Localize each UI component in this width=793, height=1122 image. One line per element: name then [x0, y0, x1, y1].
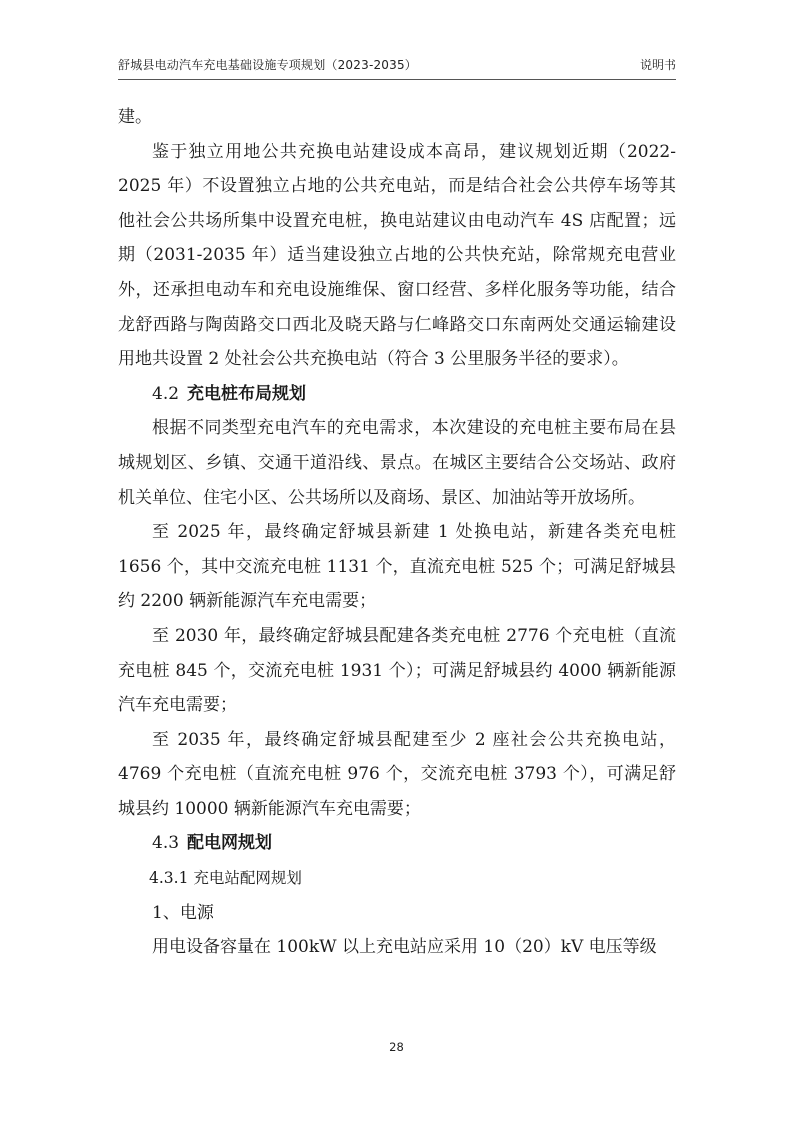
subsection-heading-4-3-1: 4.3.1 充电站配网规划 [149, 869, 302, 888]
section-number: 4.3 [152, 833, 180, 854]
section-title: 配电网规划 [187, 833, 273, 854]
page-content [118, 100, 676, 965]
paragraph: 根据不同类型充电汽车的充电需求，本次建设的充电桩主要布局在县城规划区、乡镇、交通干道沿线、景点。在城区主要结合公交场站、政府机关单位、住宅小区、公共场所以及商场、景区、加油站等开放场所。 [118, 418, 676, 508]
page-number: 28 [389, 1040, 404, 1054]
document-section-label: 说明书 [639, 58, 676, 72]
document-title: 舒城县电动汽车充电基础设施专项规划（2023-2035） [118, 58, 418, 72]
paragraph: 鉴于独立用地公共充换电站建设成本高昂，建议规划近期（2022-2025 年）不设置独立占地的公共充电站，而是结合社会公共停车场等其他社会公共场所集中设置充电桩，换电站建议由电动汽车 4S 店配置；远期（2031-2035 年）适当建设独立占地的公共快充站，除常规充电营业外，还承担电动车和充电设施维保、窗口经营、多样化服务等功能，结合龙舒西路与陶茵路交口西北及晓天路与仁峰路交口东南两处交通运输建设用地共设置 2 处社会公共充换电站（符合 3 公里服务半径的要求）。 [118, 141, 676, 370]
paragraph: 至 2030 年，最终确定舒城县配建各类充电桩 2776 个充电桩（直流充电桩 845 个，交流充电桩 1931 个）；可满足舒城县约 4000 辆新能源汽车充电需要； [118, 625, 676, 716]
section-heading-4-3 [118, 826, 676, 861]
section-title: 充电桩布局规划 [187, 383, 307, 404]
paragraph: 用电设备容量在 100kW 以上充电站应采用 10（20）kV 电压等级 [152, 937, 657, 958]
paragraph: 至 2025 年，最终确定舒城县新建 1 处换电站，新建各类充电桩 1656 个，其中交流充电桩 1131 个，直流充电桩 525 个；可满足舒城县约 2200 辆新能源汽车充电需要； [118, 522, 676, 612]
section-number: 4.2 [152, 383, 180, 404]
paragraph: 建。 [118, 107, 152, 127]
list-item-heading: 1、电源 [152, 902, 214, 923]
section-heading-4-2 [118, 377, 676, 412]
paragraph: 至 2035 年，最终确定舒城县配建至少 2 座社会公共充换电站，4769 个充电桩（直流充电桩 976 个，交流充电桩 3793 个），可满足舒城县约 10000 辆新能源汽车充电需要； [118, 729, 676, 819]
page-header [118, 55, 676, 80]
